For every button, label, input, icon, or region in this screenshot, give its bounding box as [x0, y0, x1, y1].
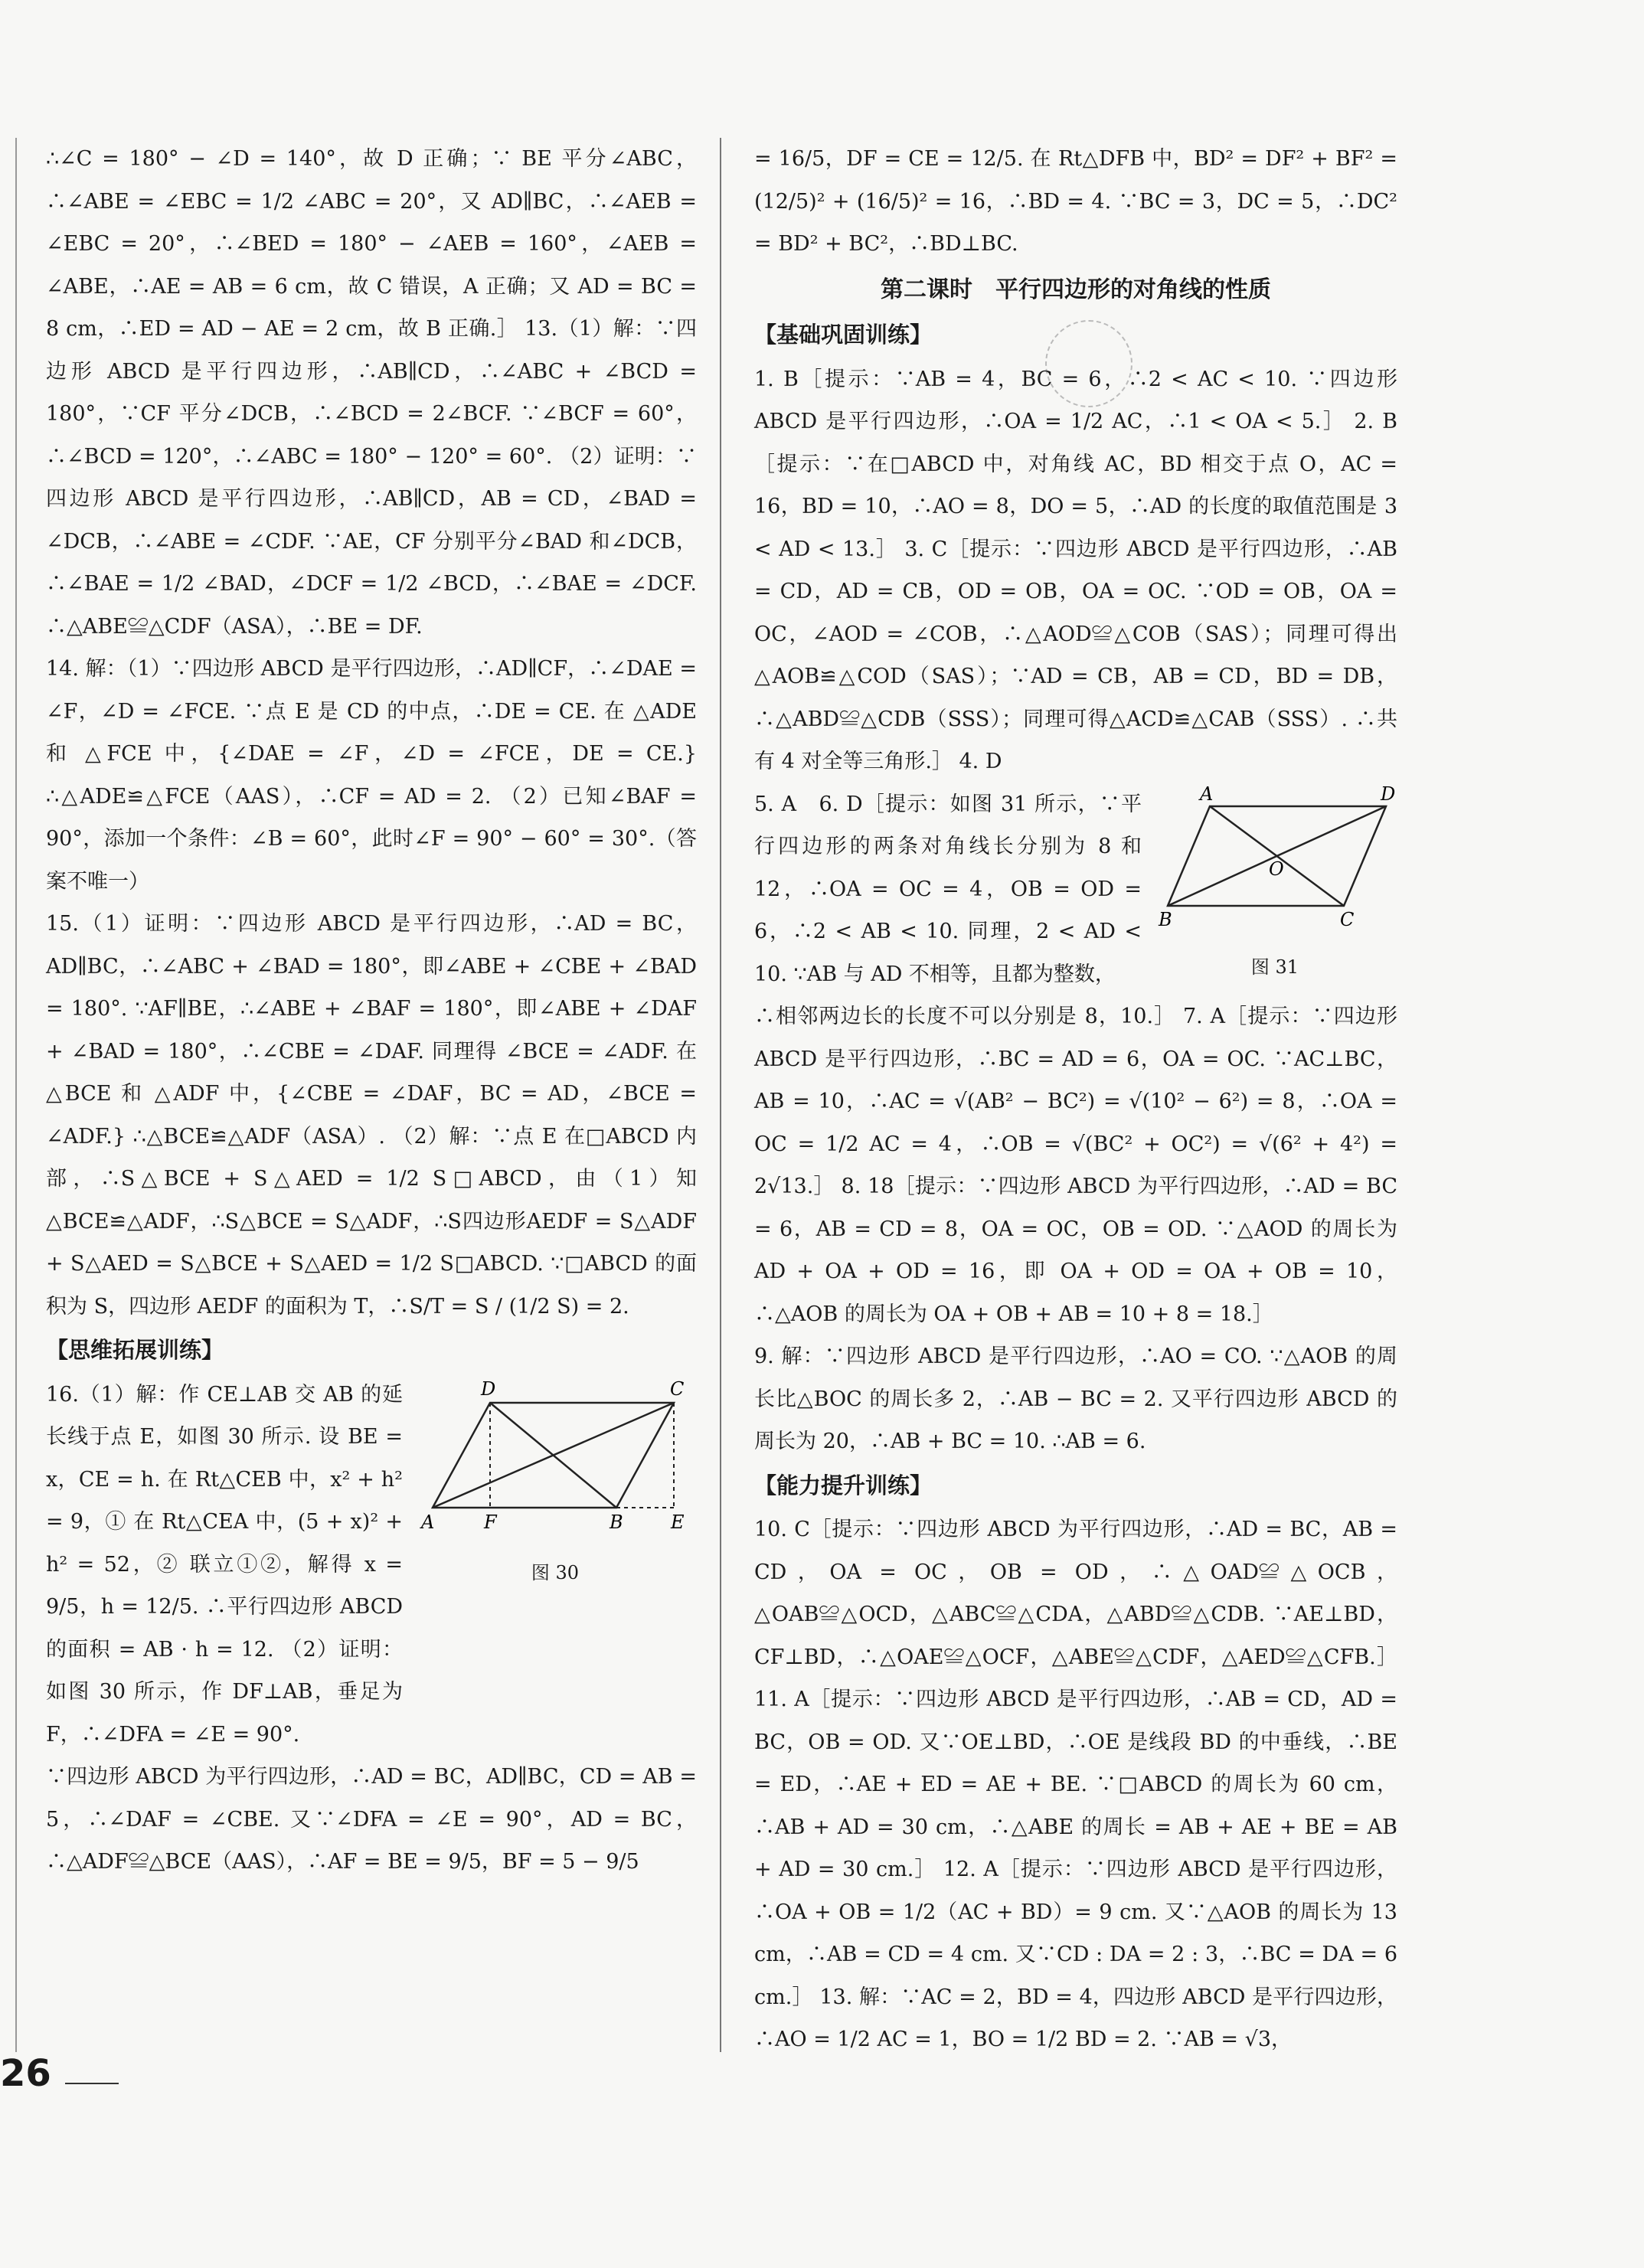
left-column — [46, 138, 697, 1884]
figure-caption: 图 30 — [531, 1562, 580, 1583]
figure-30 — [413, 1374, 697, 1757]
paragraph: 16.（1）解：作 CE⊥AB 交 AB 的延长线于点 E，如图 30 所示. 设 BE = x，CE = h. 在 Rt△CEB 中，x² + h² = 9，① 在 Rt△CEA 中，(5 + x)² + h² = 52，② 联立①②，解得 x = 9/5，h = 12/5. ∴平行四边形 ABCD 的面积 = AB · h = 12. （2）证明：如图 30 所示，作 DF⊥AB，垂足为 F，∴∠DFA = ∠E = 90°. — [46, 1382, 403, 1747]
paragraph: 1. B［提示：∵AB = 4，BC = 6，∴2 < AC < 10. ∵四边形 ABCD 是平行四边形，∴OA = 1/2 AC，∴1 < OA < 5.］ 2. B［提示：∵在□ABCD 中，对角线 AC，BD 相交于点 O，AC = 16，BD = 10，∴AO = 8，DO = 5，∴AD 的长度的取值范围是 3 < AD < 13.］ 3. C［提示：∵四边形 ABCD 是平行四边形，∴AB = CD，AD = CB，OD = OB，OA = OC. ∵OD = OB，OA = OC，∠AOD = ∠COB，∴△AOD≌△COB（SAS）；同理可得出 △AOB≌△COD（SAS）；∵AD = CB，AB = CD，BD = DB，∴△ABD≌△CDB（SSS）；同理可得△ACD≌△CAB（SSS）. ∴共有 4 对全等三角形.］ 4. D — [754, 367, 1397, 773]
page-number: 26 — [0, 2052, 51, 2095]
left-margin-rule — [15, 138, 17, 2052]
paragraph: 9. 解：∵四边形 ABCD 是平行四边形，∴AO = CO. ∵△AOB 的周长比△BOC 的周长多 2，∴AB − BC = 2. 又平行四边形 ABCD 的周长为 20，∴AB + BC = 10. ∴AB = 6. — [754, 1345, 1397, 1453]
label-A: A — [421, 1511, 435, 1533]
column-divider — [720, 138, 721, 2052]
label-F: F — [484, 1511, 497, 1533]
label-D: D — [1381, 783, 1396, 805]
paragraph: 15.（1）证明：∵四边形 ABCD 是平行四边形，∴AD = BC，AD∥BC，∴∠ABC + ∠BAD = 180°，即∠ABE + ∠CBE + ∠BAD = 180°. ∵AF∥BE，∴∠ABE + ∠BAF = 180°，即∠ABE + ∠DAF + ∠BAD = 180°，∴∠CBE = ∠DAF. 同理得 ∠BCE = ∠ADF. 在 △BCE 和 △ADF 中，{∠CBE = ∠DAF，BC = AD，∠BCE = ∠ADF.} ∴△BCE≌△ADF（ASA）. （2）解：∵点 E 在□ABCD 内部，∴S△BCE + S△AED = 1/2 S□ABCD，由（1）知 △BCE≌△ADF，∴S△BCE = S△ADF，∴S四边形AEDF = S△ADF + S△AED = S△BCE + S△AED = 1/2 S□ABCD. ∵□ABCD 的面积为 S，四边形 AEDF 的面积为 T，∴S/T = S / (1/2 S) = 2. — [46, 912, 697, 1319]
label-C: C — [1340, 908, 1355, 929]
figure-31 — [1152, 783, 1397, 996]
parallelogram-figure-31 — [1152, 783, 1397, 929]
section-heading-thinking: 【思维拓展训练】 — [46, 1337, 224, 1363]
para16-with-figure — [46, 1374, 697, 1757]
text-with-figure-31 — [754, 783, 1397, 996]
section-heading-ability: 【能力提升训练】 — [754, 1472, 933, 1498]
label-B: B — [610, 1511, 623, 1533]
paragraph: 10. C［提示：∵四边形 ABCD 为平行四边形，∴AD = BC，AB = CD，OA = OC，OB = OD，∴△OAD≌△OCB，△OAB≌△OCD，△ABC≌△CDA，△ABD≌△CDB. ∵AE⊥BD，CF⊥BD，∴△OAE≌△OCF，△ABE≌△CDF，△AED≌△CFB.］ 11. A［提示：∵四边形 ABCD 是平行四边形，∴AB = CD，AD = BC，OB = OD. 又∵OE⊥BD，∴OE 是线段 BD 的中垂线，∴BE = ED，∴AE + ED = AE + BE. ∵□ABCD 的周长为 60 cm，∴AB + AD = 30 cm，∴△ABE 的周长 = AB + AE + BE = AB + AD = 30 cm.］ 12. A［提示：∵四边形 ABCD 是平行四边形，∴OA + OB = 1/2（AC + BD）= 9 cm. 又∵△AOB 的周长为 13 cm，∴AB = CD = 4 cm. 又∵CD : DA = 2 : 3，∴BC = DA = 6 cm.］ 13. 解：∵AC = 2，BD = 4，四边形 ABCD 是平行四边形，∴AO = 1/2 AC = 1，BO = 1/2 BD = 2. ∵AB = √3， — [754, 1518, 1397, 2051]
paragraph: 14. 解：（1）∵四边形 ABCD 是平行四边形，∴AD∥CF，∴∠DAE = ∠F，∠D = ∠FCE. ∵点 E 是 CD 的中点，∴DE = CE. 在 △ADE 和 △FCE 中，{∠DAE = ∠F，∠D = ∠FCE，DE = CE.} ∴△ADE≌△FCE（AAS），∴CF = AD = 2. （2）已知∠BAF = 90°，添加一个条件：∠B = 60°，此时∠F = 90° − 60° = 30°.（答案不唯一） — [46, 657, 698, 894]
paragraph: ∴相邻两边长的长度不可以分别是 8，10.］ 7. A［提示：∵四边形 ABCD 是平行四边形，∴BC = AD = 6，OA = OC. ∵AC⊥BC，AB = 10，∴AC = √(AB² − BC²) = √(10² − 6²) = 8，∴OA = OC = 1/2 AC = 4，∴OB = √(BC² + OC²) = √(6² + 4²) = 2√13.］ 8. 18［提示：∵四边形 ABCD 为平行四边形，∴AD = BC = 6，AB = CD = 8，OA = OC，OB = OD. ∵△AOD 的周长为 AD + OA + OD = 16，即 OA + OD = OA + OB = 10，∴△AOB 的周长为 OA + OB + AB = 10 + 8 = 18.］ — [754, 1005, 1397, 1326]
label-A: A — [1200, 783, 1214, 805]
paragraph: = 16/5，DF = CE = 12/5. 在 Rt△DFB 中，BD² = DF² + BF² = (12/5)² + (16/5)² = 16，∴BD = 4. ∵BC = 3，DC = 5，∴DC² = BD² + BC²，∴BD⊥BC. — [754, 147, 1397, 256]
paragraph: ∵四边形 ABCD 为平行四边形，∴AD = BC，AD∥BC，CD = AB = 5，∴∠DAF = ∠CBE. 又∵∠DFA = ∠E = 90°，AD = BC，∴△ADF≌△BCE（AAS），∴AF = BE = 9/5，BF = 5 − 9/5 — [46, 1765, 697, 1874]
figure-caption: 图 31 — [1250, 956, 1299, 978]
right-column — [754, 138, 1397, 2061]
paragraph: ∴∠C = 180° − ∠D = 140°，故 D 正确；∵ BE 平分∠ABC，∴∠ABE = ∠EBC = 1/2 ∠ABC = 20°，又 AD∥BC，∴∠AEB = ∠EBC = 20°，∴∠BED = 180° − ∠AEB = 160°，∠AEB = ∠ABE，∴AE = AB = 6 cm，故 C 错误，A 正确；又 AD = BC = 8 cm，∴ED = AD − AE = 2 cm，故 B 正确.］ 13.（1）解：∵四边形 ABCD 是平行四边形，∴AB∥CD，∴∠ABC + ∠BCD = 180°，∵CF 平分∠DCB，∴∠BCD = 2∠BCF. ∵∠BCF = 60°，∴∠BCD = 120°，∴∠ABC = 180° − 120° = 60°. （2）证明：∵四边形 ABCD 是平行四边形，∴AB∥CD，AB = CD，∠BAD = ∠DCB，∴∠ABE = ∠CDF. ∵AE，CF 分别平分∠BAD 和∠DCB，∴∠BAE = 1/2 ∠BAD，∠DCF = 1/2 ∠BCD，∴∠BAE = ∠DCF. ∴△ABE≌△CDF（ASA），∴BE = DF. — [46, 147, 697, 639]
parallelogram-figure-30 — [413, 1374, 697, 1534]
label-C: C — [670, 1377, 685, 1400]
lesson-title: 第二课时 平行四边形的对角线的性质 — [881, 276, 1271, 303]
label-B: B — [1159, 908, 1172, 929]
label-O: O — [1269, 858, 1284, 880]
label-E: E — [671, 1511, 685, 1533]
label-D: D — [481, 1377, 496, 1400]
paragraph: 5. A 6. D［提示：如图 31 所示，∵平行四边形的两条对角线长分别为 8 和 12，∴OA = OC = 4，OB = OD = 6，∴2 < AB < 10. 同理，2 < AD < 10. ∵AB 与 AD 不相等，且都为整数， — [754, 792, 1142, 986]
page-number-rule — [65, 2083, 119, 2084]
section-heading-basic: 【基础巩固训练】 — [754, 322, 933, 348]
